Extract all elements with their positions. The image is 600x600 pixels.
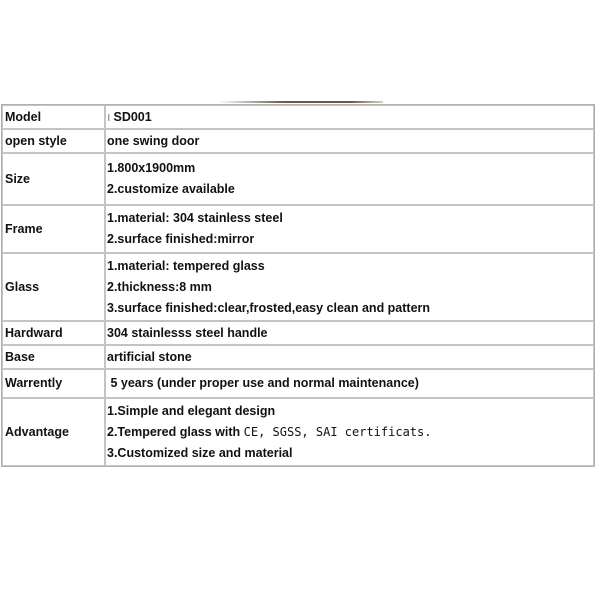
table-row-frame bbox=[2, 205, 594, 253]
frame-line: 1.material: 304 stainless steel bbox=[107, 211, 283, 225]
label-advantage: Advantage bbox=[2, 398, 105, 466]
glass-line: 2.thickness:8 mm bbox=[107, 279, 212, 294]
table-row-advantage bbox=[2, 398, 594, 466]
top-decorative-bar bbox=[218, 101, 383, 103]
label-hardward: Hardward bbox=[2, 321, 105, 345]
certificates-text: CE, SGSS, SAI certificats. bbox=[243, 424, 432, 439]
label-base: Base bbox=[2, 345, 105, 369]
table-row-hardward bbox=[2, 321, 594, 345]
value-warrently: 5 years (under proper use and normal maintenance) bbox=[105, 369, 594, 398]
advantage-line: 1.Simple and elegant design bbox=[107, 403, 276, 418]
advantage-line-text: 2.Tempered glass with bbox=[107, 424, 244, 439]
value-hardward: 304 stainlesss steel handle bbox=[105, 321, 594, 345]
label-warrently: Warrently bbox=[2, 369, 105, 398]
glass-line: 3.surface finished:clear,frosted,easy clean and pattern bbox=[107, 300, 431, 315]
value-size bbox=[105, 153, 594, 205]
label-glass: Glass bbox=[2, 253, 105, 321]
specification-table bbox=[1, 104, 595, 467]
label-frame: Frame bbox=[2, 205, 105, 253]
value-open-style: one swing door bbox=[105, 129, 594, 153]
table-row-warrently bbox=[2, 369, 594, 398]
table-row-glass bbox=[2, 253, 594, 321]
frame-line: 2.surface finished:mirror bbox=[107, 232, 255, 246]
glass-line: 1.material: tempered glass bbox=[107, 258, 265, 273]
value-base: artificial stone bbox=[105, 345, 594, 369]
advantage-line bbox=[107, 422, 591, 443]
table-row-base bbox=[2, 345, 594, 369]
tick-mark: ı bbox=[107, 109, 111, 124]
value-advantage bbox=[105, 398, 594, 466]
table-row-model bbox=[2, 105, 594, 129]
advantage-line: 3.Customized size and material bbox=[107, 445, 293, 460]
label-size: Size bbox=[2, 153, 105, 205]
model-number: SD001 bbox=[113, 109, 152, 124]
label-open-style: open style bbox=[2, 129, 105, 153]
label-model: Model bbox=[2, 105, 105, 129]
value-glass bbox=[105, 253, 594, 321]
size-line: 1.800x1900mm bbox=[107, 161, 196, 175]
value-frame bbox=[105, 205, 594, 253]
table-row-open-style bbox=[2, 129, 594, 153]
value-model bbox=[105, 105, 594, 129]
size-line: 2.customize available bbox=[107, 182, 235, 196]
table-row-size bbox=[2, 153, 594, 205]
